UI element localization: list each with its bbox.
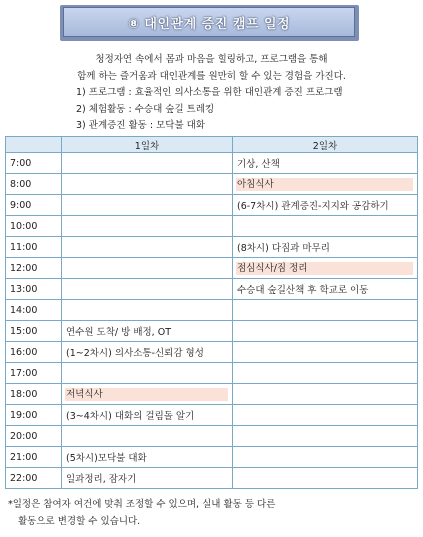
table-header-row <box>6 137 418 153</box>
table-row <box>6 258 418 279</box>
time-cell: 19:00 <box>6 405 62 426</box>
time-cell: 14:00 <box>6 300 62 321</box>
header-time <box>6 137 62 153</box>
table-row <box>6 447 418 468</box>
day1-cell <box>62 174 233 195</box>
day2-cell: (6-7차시) 관계증진-지지와 공감하기 <box>233 195 418 216</box>
day1-cell <box>62 237 233 258</box>
time-cell: 11:00 <box>6 237 62 258</box>
schedule-rows <box>6 153 418 489</box>
day2-cell <box>233 363 418 384</box>
day2-cell <box>233 342 418 363</box>
time-cell: 13:00 <box>6 279 62 300</box>
table-row <box>6 321 418 342</box>
day1-cell: 일과정리, 잠자기 <box>62 468 233 489</box>
table-row <box>6 426 418 447</box>
table-row <box>6 237 418 258</box>
table-row <box>6 279 418 300</box>
meal-highlight: 점심식사/짐 정리 <box>236 262 413 275</box>
table-row <box>6 216 418 237</box>
day2-cell <box>233 405 418 426</box>
footnote <box>8 496 275 530</box>
time-cell: 15:00 <box>6 321 62 342</box>
meal-highlight: 아침식사 <box>236 178 413 191</box>
day1-cell <box>62 258 233 279</box>
time-cell: 20:00 <box>6 426 62 447</box>
intro-line-1: 청정자연 속에서 몸과 마음을 힐링하고, 프로그램을 통해 <box>95 54 328 65</box>
footnote-line-1: *일정은 참여자 여건에 맞춰 조정할 수 있으며, 실내 활동 등 다른 <box>8 499 276 510</box>
page-title: ⑧ 대인관계 증진 캠프 일정 <box>63 7 355 37</box>
day1-cell <box>62 195 233 216</box>
table-row <box>6 174 418 195</box>
day1-cell <box>62 384 233 405</box>
intro-line-2: 함께 하는 즐거움과 대인관계를 원만히 할 수 있는 경험을 가진다. <box>77 70 346 82</box>
time-cell: 21:00 <box>6 447 62 468</box>
day2-cell: (8차시) 다짐과 마무리 <box>233 237 418 258</box>
time-cell: 22:00 <box>6 468 62 489</box>
day2-cell: 기상, 산책 <box>233 153 418 174</box>
day1-cell <box>62 153 233 174</box>
day1-cell <box>62 363 233 384</box>
day2-cell <box>233 447 418 468</box>
table-row <box>6 468 418 489</box>
table-row <box>6 300 418 321</box>
meal-highlight: 저녁식사 <box>65 388 228 401</box>
table-row <box>6 384 418 405</box>
table-row <box>6 342 418 363</box>
schedule-table <box>5 136 418 489</box>
time-cell: 18:00 <box>6 384 62 405</box>
day2-cell <box>233 426 418 447</box>
time-cell: 12:00 <box>6 258 62 279</box>
day1-cell: 연수원 도착/ 방 배정, OT <box>62 321 233 342</box>
day1-cell: (3~4차시) 대화의 걸림돌 알기 <box>62 405 233 426</box>
time-cell: 8:00 <box>6 174 62 195</box>
day2-cell: 수승대 숲길산책 후 학교로 이동 <box>233 279 418 300</box>
header-day2: 2일차 <box>233 137 418 153</box>
header-day1: 1일차 <box>62 137 233 153</box>
time-cell: 10:00 <box>6 216 62 237</box>
day2-cell <box>233 258 418 279</box>
day1-cell: (5차시)모닥불 대화 <box>62 447 233 468</box>
day2-cell <box>233 174 418 195</box>
day1-cell <box>62 216 233 237</box>
day2-cell <box>233 384 418 405</box>
time-cell: 16:00 <box>6 342 62 363</box>
day1-cell <box>62 300 233 321</box>
time-cell: 17:00 <box>6 363 62 384</box>
intro-item-3: 3) 관계증진 활동 : 모닥불 대화 <box>76 120 205 131</box>
table-row <box>6 363 418 384</box>
day2-cell <box>233 468 418 489</box>
intro-section <box>0 52 423 135</box>
intro-item-2: 2) 체험활동 : 수승대 숲길 트레킹 <box>76 103 215 115</box>
footnote-line-2: 활동으로 변경할 수 있습니다. <box>18 516 141 527</box>
day1-cell: (1~2차시) 의사소통-신뢰감 형성 <box>62 342 233 363</box>
day2-cell <box>233 321 418 342</box>
time-cell: 9:00 <box>6 195 62 216</box>
day1-cell <box>62 279 233 300</box>
intro-item-1: 1) 프로그램 : 효율적인 의사소통을 위한 대인관계 증진 프로그램 <box>76 87 343 98</box>
day1-cell <box>62 426 233 447</box>
table-row <box>6 405 418 426</box>
time-cell: 7:00 <box>6 153 62 174</box>
day2-cell <box>233 300 418 321</box>
table-row <box>6 195 418 216</box>
day2-cell <box>233 216 418 237</box>
table-row <box>6 153 418 174</box>
